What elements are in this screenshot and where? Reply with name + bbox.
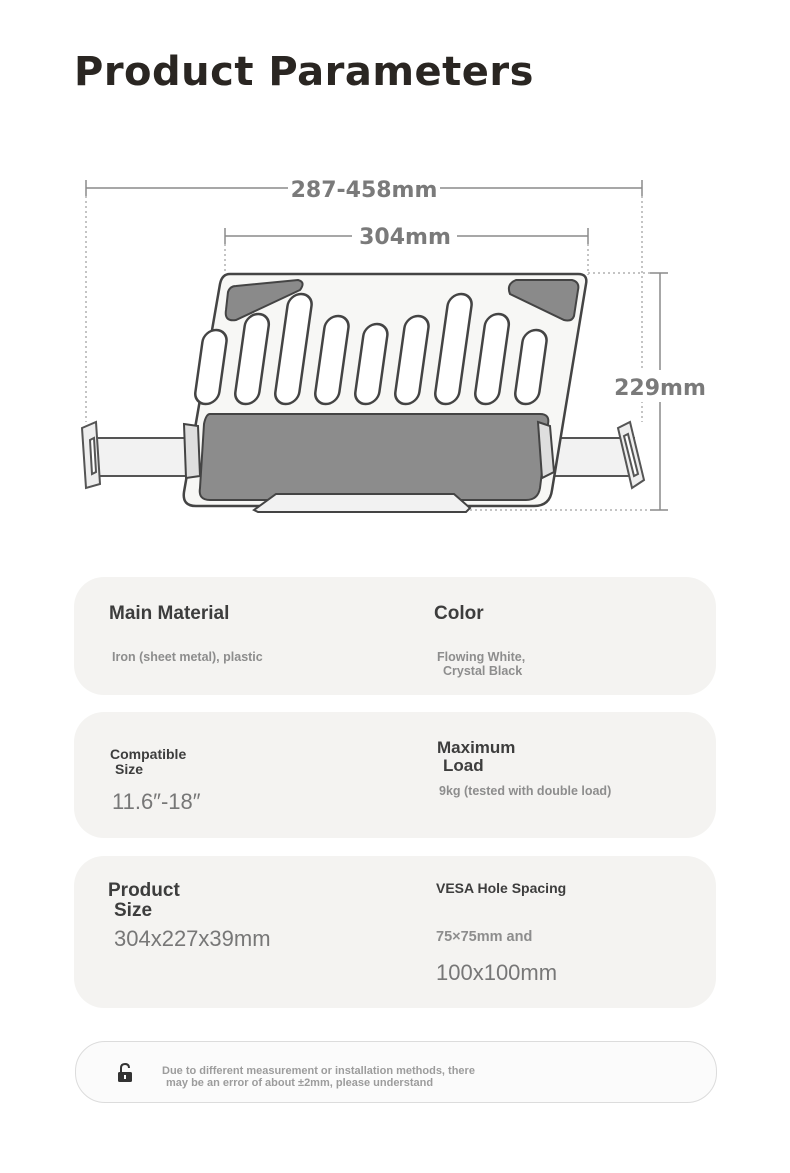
compatible-size-label-line2: Size xyxy=(115,761,144,777)
page-title: Product Parameters xyxy=(74,49,534,95)
color-value-line1: Flowing White, xyxy=(437,650,526,664)
right-extension-arm xyxy=(550,422,644,488)
spec-card-size-load xyxy=(74,712,716,838)
left-extension-arm xyxy=(82,422,194,488)
product-dimension-diagram xyxy=(60,160,740,540)
vesa-hole-spacing-label: VESA Hole Spacing xyxy=(436,880,567,896)
vesa-value-line1: 75×75mm and xyxy=(436,929,533,945)
maximum-load-value: 9kg (tested with double load) xyxy=(439,784,612,798)
vesa-value-line2: 100x100mm xyxy=(436,960,558,985)
notice-line2: may be an error of about ±2mm, please understand xyxy=(166,1077,434,1089)
compatible-size-value: 11.6″-18″ xyxy=(112,789,201,814)
width-range-label: 287-458mm xyxy=(290,178,438,203)
main-material-label: Main Material xyxy=(109,603,230,624)
lock-icon xyxy=(116,1062,134,1084)
compatible-size-label-line1: Compatible xyxy=(110,746,187,762)
product-size-value: 304x227x39mm xyxy=(114,926,271,951)
main-material-value: Iron (sheet metal), plastic xyxy=(112,650,263,664)
measurement-notice xyxy=(75,1041,717,1103)
color-label: Color xyxy=(434,603,484,624)
panel-width-label: 304mm xyxy=(359,225,451,250)
maximum-load-label-line2: Load xyxy=(443,756,484,775)
maximum-load-label-line1: Maximum xyxy=(437,738,516,757)
product-size-label-line2: Size xyxy=(114,900,153,921)
color-value-line2: Crystal Black xyxy=(443,664,523,678)
tablet-panel xyxy=(184,274,587,512)
height-label: 229mm xyxy=(614,376,706,401)
spec-card-material-color xyxy=(74,577,716,695)
notice-line1: Due to different measurement or installation methods, there xyxy=(162,1065,475,1077)
product-size-label-line1: Product xyxy=(108,880,180,901)
spec-card-product-vesa xyxy=(74,856,716,1008)
